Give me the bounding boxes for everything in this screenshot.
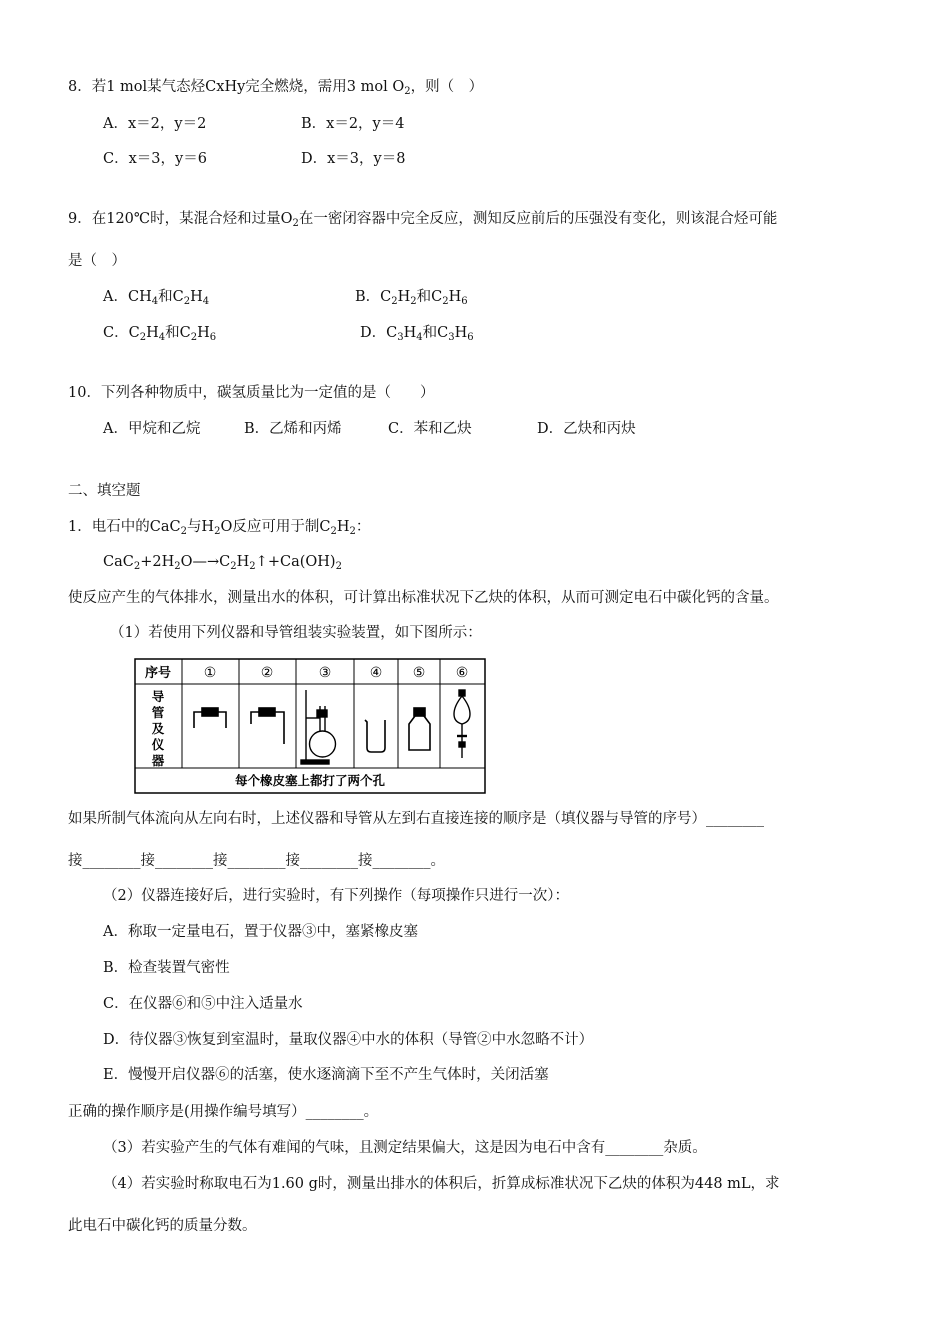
q8-option-c: C．x＝3，y＝6 [103,151,207,167]
q10-option-c: C．苯和乙炔 [388,421,472,437]
q8-option-b: B．x＝2，y＝4 [301,116,405,132]
part-4-prompt: （4）若实验时称取电石为1.60 g时，测量出排水的体积后，折算成标准状况下乙炔的体积为448 mL，求 [103,1176,780,1192]
q10-option-b: B．乙烯和丙烯 [244,421,342,437]
q9-option-b: B．$C_2H_2$和$C_2H_6$ [355,289,468,307]
number-2: ② [260,665,274,681]
q9-option-d: D．$C_3H_4$和$C_3H_6$ [360,325,474,343]
connection-order-blanks: 接________接________接________接________接________。 [68,853,445,869]
apparatus-table [134,658,486,794]
svg-text:管: 管 [151,705,165,720]
q10-stem: 10．下列各种物质中，碳氢质量比为一定值的是（ ） [68,385,435,401]
number-5: ⑤ [412,665,426,681]
section-title: 二、填空题 [68,483,141,499]
svg-text:导: 导 [151,689,165,704]
part-1-prompt: （1）若使用下列仪器和导管组装实验装置，如下图所示： [110,625,482,641]
q9-stem: 9．在120℃时，某混合烃和过量$O_2$在一密闭容器中完全反应，测知反应前后的压强没有变化，则该混合烃可能 [68,211,778,229]
part-3-prompt: （3）若实验产生的气体有难闻的气味，且测定结果偏大，这是因为电石中含有________杂质。 [103,1140,707,1156]
q9-option-a: A．$CH_4$和$C_2H_4$ [103,289,210,307]
q8-option-a: A．x＝2，y＝2 [103,116,207,132]
method-description: 使反应产生的气体排水，测量出水的体积，可计算出标准状况下乙炔的体积，从而可测定电石中碳化钙的含量。 [68,590,779,606]
svg-text:及: 及 [151,721,165,736]
operation-a: A．称取一定量电石，置于仪器③中，塞紧橡皮塞 [103,924,418,940]
operation-order-prompt: 正确的操作顺序是(用操作编号填写）________。 [68,1104,379,1120]
reaction-equation: $CaC_2+2H_2O—\to C_2H_2↑+Ca(OH)_2$ [103,554,342,572]
number-1: ① [203,665,217,681]
table-footer: 每个橡皮塞上都打了两个孔 [234,773,386,788]
operation-e: E．慢慢开启仪器⑥的活塞，使水逐滴滴下至不产生气体时，关闭活塞 [103,1067,549,1083]
operation-d: D．待仪器③恢复到室温时，量取仪器④中水的体积（导管②中水忽略不计） [103,1032,594,1048]
operation-b: B．检查装置气密性 [103,960,230,976]
svg-text:仪: 仪 [151,737,165,752]
number-3: ③ [318,665,332,681]
operation-c: C．在仪器⑥和⑤中注入适量水 [103,996,303,1012]
q8-stem: 8．若1 mol某气态烃CxHy完全燃烧，需用3 mol $O_2$，则（ ） [68,79,484,97]
number-6: ⑥ [455,665,469,681]
svg-text:器: 器 [151,753,165,768]
q10-option-a: A．甲烷和乙烷 [103,421,201,437]
q9-option-c: C．$C_2H_4$和$C_2H_6$ [103,325,217,343]
part-2-prompt: （2）仪器连接好后，进行实验时，有下列操作（每项操作只进行一次）： [103,888,569,904]
row-label [151,689,165,768]
part-4-prompt-cont: 此电石中碳化钙的质量分数。 [68,1218,257,1234]
connection-order-prompt: 如果所制气体流向从左向右时，上述仪器和导管从左到右直接连接的顺序是（填仪器与导管的序号）________ [68,811,764,827]
number-4: ④ [369,665,383,681]
fill-q1-intro: 1．电石中的CaC$_2$与$H_2O$反应可用于制$C_2H_2$： [68,519,371,537]
header-label: 序号 [144,666,172,681]
q9-stem-cont: 是（ ） [68,253,126,269]
q8-option-d: D．x＝3，y＝8 [301,151,406,167]
q10-option-d: D．乙炔和丙炔 [537,421,636,437]
